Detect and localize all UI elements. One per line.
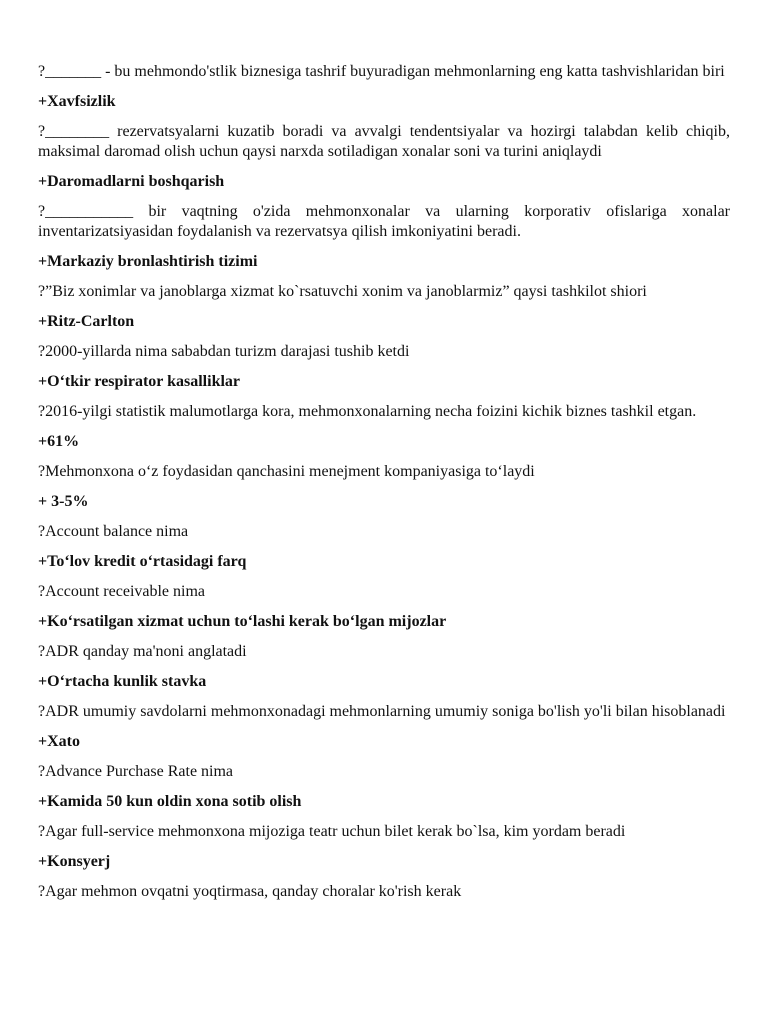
question-text: ?ADR qanday ma'noni anglatadi xyxy=(38,643,247,660)
answer-text: +Kamida 50 kun oldin xona sotib olish xyxy=(38,793,302,810)
answer-text: +Xato xyxy=(38,733,80,750)
question-text: ?ADR umumiy savdolarni mehmonxonadagi mehmonlarning umumiy soniga bo'lish yo'li bilan hisoblanadi xyxy=(38,703,726,720)
question-text: ?Account balance nima xyxy=(38,523,189,540)
answer-text: +Daromadlarni boshqarish xyxy=(38,173,225,190)
question-text: ?Agar mehmon ovqatni yoqtirmasa, qanday choralar ko'rish kerak xyxy=(38,883,462,900)
question-text: ?________ rezervatsyalarni kuzatib boradi va avvalgi tendentsiyalar va hozirgi talabdan kelib chiqib, maksimal daromad olish uchun qaysi narxda sotiladigan xonalar soni va turini aniqlaydi xyxy=(38,123,730,160)
question-text: ?Account receivable nima xyxy=(38,583,206,600)
answer-text: +Ko‘rsatilgan xizmat uchun to‘lashi kerak bo‘lgan mijozlar xyxy=(38,613,447,630)
question-text: ?Agar full-service mehmonxona mijoziga teatr uchun bilet kerak bo`lsa, kim yordam beradi xyxy=(38,823,626,840)
question-text: ?”Biz xonimlar va janoblarga xizmat ko`rsatuvchi xonim va janoblarmiz” qaysi tashkilot shiori xyxy=(38,283,647,300)
question-text: ?_______ - bu mehmondo'stlik biznesiga tashrif buyuradigan mehmonlarning eng katta tashvishlaridan biri xyxy=(38,63,725,80)
answer-text: +61% xyxy=(38,433,80,450)
answer-text: +Markaziy bronlashtirish tizimi xyxy=(38,253,258,270)
answer-text: +To‘lov kredit o‘rtasidagi farq xyxy=(38,553,247,570)
question-text: ?2000-yillarda nima sababdan turizm darajasi tushib ketdi xyxy=(38,343,410,360)
answer-text: +Ritz-Carlton xyxy=(38,313,135,330)
document-page xyxy=(38,62,730,902)
answer-text: +O‘tkir respirator kasalliklar xyxy=(38,373,241,390)
answer-text: + 3-5% xyxy=(38,493,89,510)
question-text: ?2016-yilgi statistik malumotlarga kora, mehmonxonalarning necha foizini kichik biznes tashkil etgan. xyxy=(38,403,697,420)
answer-text: +Konsyerj xyxy=(38,853,111,870)
question-text: ?Advance Purchase Rate nima xyxy=(38,763,234,780)
answer-text: +Xavfsizlik xyxy=(38,93,116,110)
answer-text: +O‘rtacha kunlik stavka xyxy=(38,673,207,690)
question-text: ?___________ bir vaqtning o'zida mehmonxonalar va ularning korporativ ofislariga xonalar inventarizatsiyasidan foydalanish va rezervatsya qilish imkoniyatini beradi. xyxy=(38,203,730,240)
question-text: ?Mehmonxona o‘z foydasidan qanchasini menejment kompaniyasiga to‘laydi xyxy=(38,463,535,480)
